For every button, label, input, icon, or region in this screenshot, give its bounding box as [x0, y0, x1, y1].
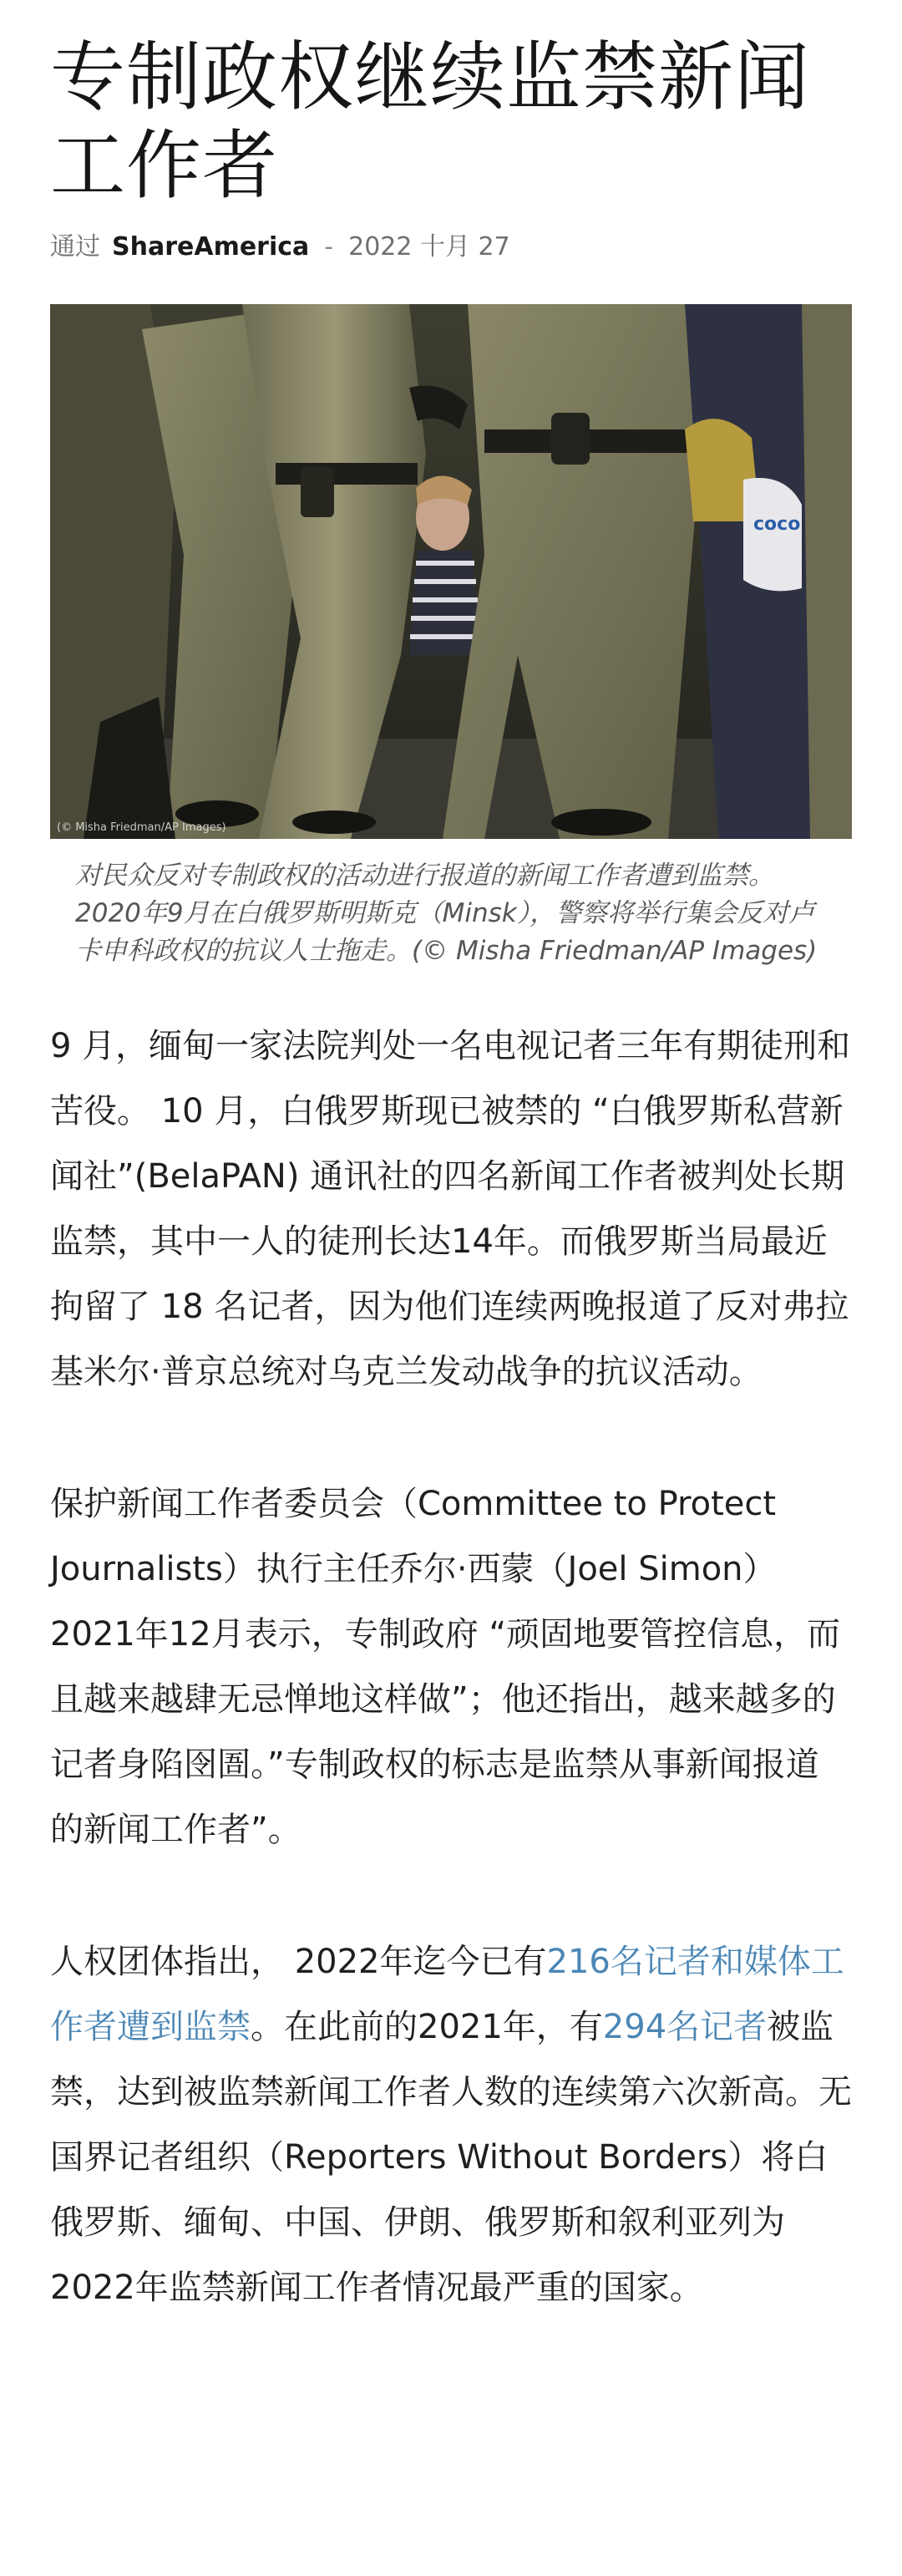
photo-caption: 对民众反对专制政权的活动进行报道的新闻工作者遭到监禁。2020年9月在白俄罗斯明斯克（Minsk），警察将举行集会反对卢卡申科政权的抗议人士拖走。(© Misha Friedman/AP Images) — [75, 861, 818, 966]
paragraph-3 — [50, 1929, 852, 2320]
byline — [50, 231, 852, 264]
publish-date: 2022 十月 27 — [348, 232, 510, 262]
byline-separator: - — [324, 232, 334, 262]
paragraph-1: 9 月，缅甸一家法院判处一名电视记者三年有期徒刑和苦役。 10 月，白俄罗斯现已被禁的 “白俄罗斯私营新闻社”(BelaPAN) 通讯社的四名新闻工作者被判处长期监禁，其中一人的徒刑长达14年。而俄罗斯当局最近拘留了 18 名记者，因为他们连续两晚报道了反对弗拉基米尔·普京总统对乌克兰发动战争的抗议活动。 — [50, 1027, 851, 1391]
paragraph-2: 保护新闻工作者委员会（Committee to Protect Journalists）执行主任乔尔·西蒙（Joel Simon）2021年12月表示，专制政府 “顽固地要管控信息，而且越来越肆无忌惮地这样做”；他还指出，越来越多的记者身陷囹圄。”专制政权的标志是监禁从事新闻报道的新闻工作者”。 — [50, 1485, 841, 1849]
photo-illustration — [50, 304, 852, 839]
paragraph-3-text-2: 。在此前的2021年，有 — [251, 2008, 603, 2046]
photo-credit: (© Misha Friedman/AP Images) — [57, 821, 226, 834]
article-body — [50, 1014, 852, 2320]
paragraph-3-text-1: 人权团体指出， 2022年迄今已有 — [50, 1943, 547, 1981]
byline-via: 通过 — [50, 232, 100, 262]
article-title: 专制政权继续监禁新闻工作者 — [50, 33, 810, 210]
link-294-journalists[interactable]: 294名记者 — [602, 2008, 768, 2046]
article-photo — [50, 304, 852, 839]
bag-text: coco — [753, 514, 801, 535]
author-link[interactable]: ShareAmerica — [112, 232, 310, 262]
paragraph-3-text-3: 被监禁，达到被监禁新闻工作者人数的连续第六次新高。无国界记者组织（Reporters Without Borders）将白俄罗斯、缅甸、中国、伊朗、俄罗斯和叙利亚列为2022年监禁新闻工作者情况最严重的国家。 — [50, 2008, 852, 2307]
link-216-journalists[interactable]: 216名记者和媒体工作者遭到监禁 — [50, 1943, 844, 2046]
